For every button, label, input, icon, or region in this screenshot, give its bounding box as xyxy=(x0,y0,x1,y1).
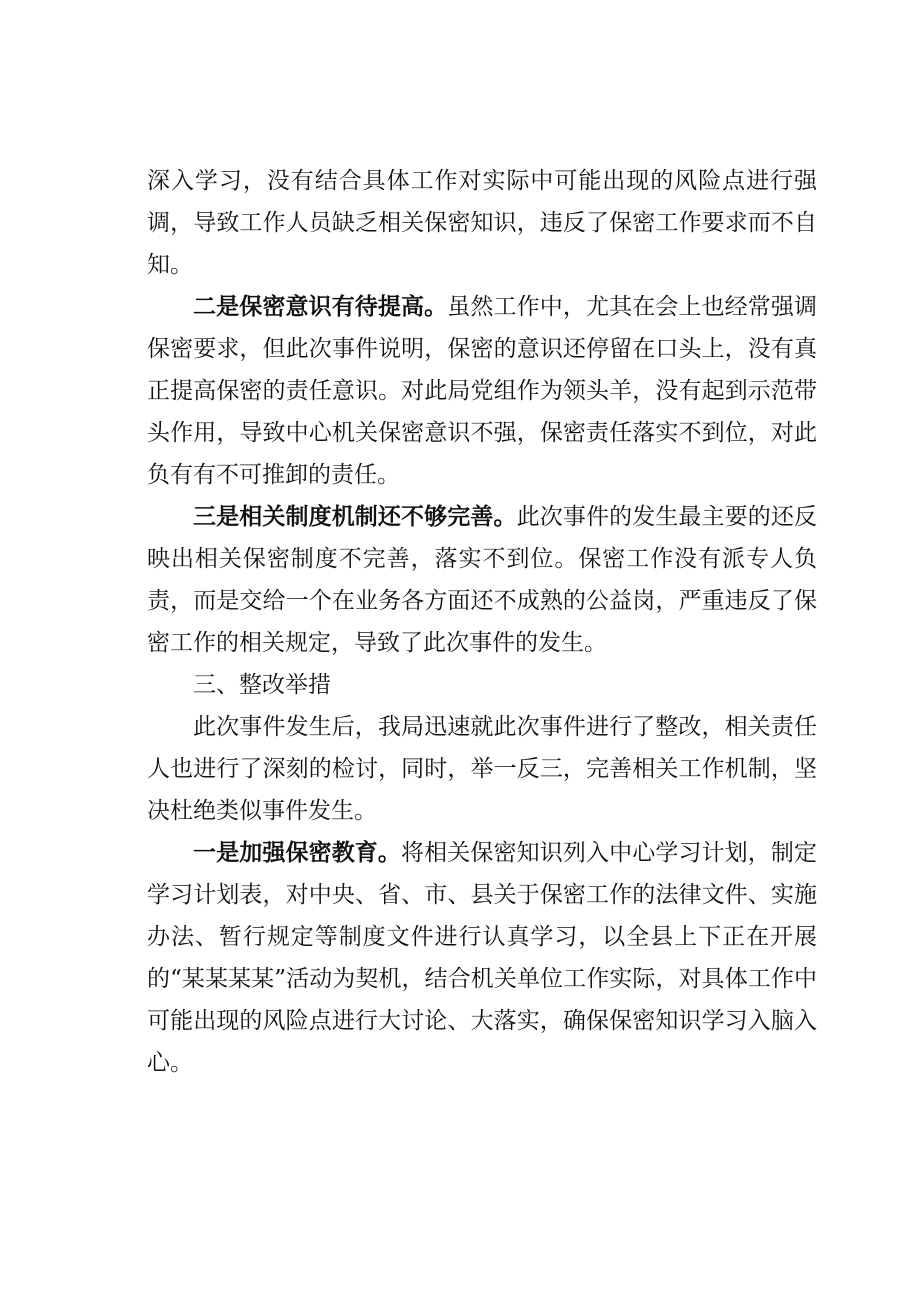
paragraph-mechanism xyxy=(147,496,817,664)
paragraph-text: 深入学习，没有结合具体工作对实际中可能出现的风险点进行强调，导致工作人员缺乏相关保密知识，违反了保密工作要求而不自知。 xyxy=(147,168,817,278)
paragraph-rectification-intro xyxy=(147,706,817,832)
paragraph-lead: 三是相关制度机制还不够完善。 xyxy=(193,504,517,530)
paragraph-continuation xyxy=(147,160,817,286)
paragraph-education xyxy=(147,832,817,1084)
paragraph-text: 将相关保密知识列入中心学习计划，制定学习计划表，对中央、省、市、县关于保密工作的法律文件、实施办法、暂行规定等制度文件进行认真学习，以全县上下正在开展的“某某某某”活动为契机，结合机关单位工作实际，对具体工作中可能出现的风险点进行大讨论、大落实，确保保密知识学习入脑入心。 xyxy=(147,840,818,1076)
paragraph-lead: 一是加强保密教育。 xyxy=(193,840,402,866)
section-heading xyxy=(147,664,817,706)
paragraph-text: 此次事件发生后，我局迅速就此次事件进行了整改，相关责任人也进行了深刻的检讨，同时，举一反三，完善相关工作机制，坚决杜绝类似事件发生。 xyxy=(147,714,817,824)
paragraph-awareness xyxy=(147,286,817,496)
paragraph-text: 虽然工作中，尤其在会上也经常强调保密要求，但此次事件说明，保密的意识还停留在口头上，没有真正提高保密的责任意识。对此局党组作为领头羊，没有起到示范带头作用，导致中心机关保密意识不强，保密责任落实不到位，对此负有有不可推卸的责任。 xyxy=(147,294,818,488)
paragraph-lead: 二是保密意识有待提高。 xyxy=(193,294,448,320)
paragraph-text: 此次事件的发生最主要的还反映出相关保密制度不完善，落实不到位。保密工作没有派专人负责，而是交给一个在业务各方面还不成熟的公益岗，严重违反了保密工作的相关规定，导致了此次事件的发生。 xyxy=(147,504,818,656)
section-heading-text: 三、整改举措 xyxy=(193,672,331,698)
document-body xyxy=(147,160,817,1084)
